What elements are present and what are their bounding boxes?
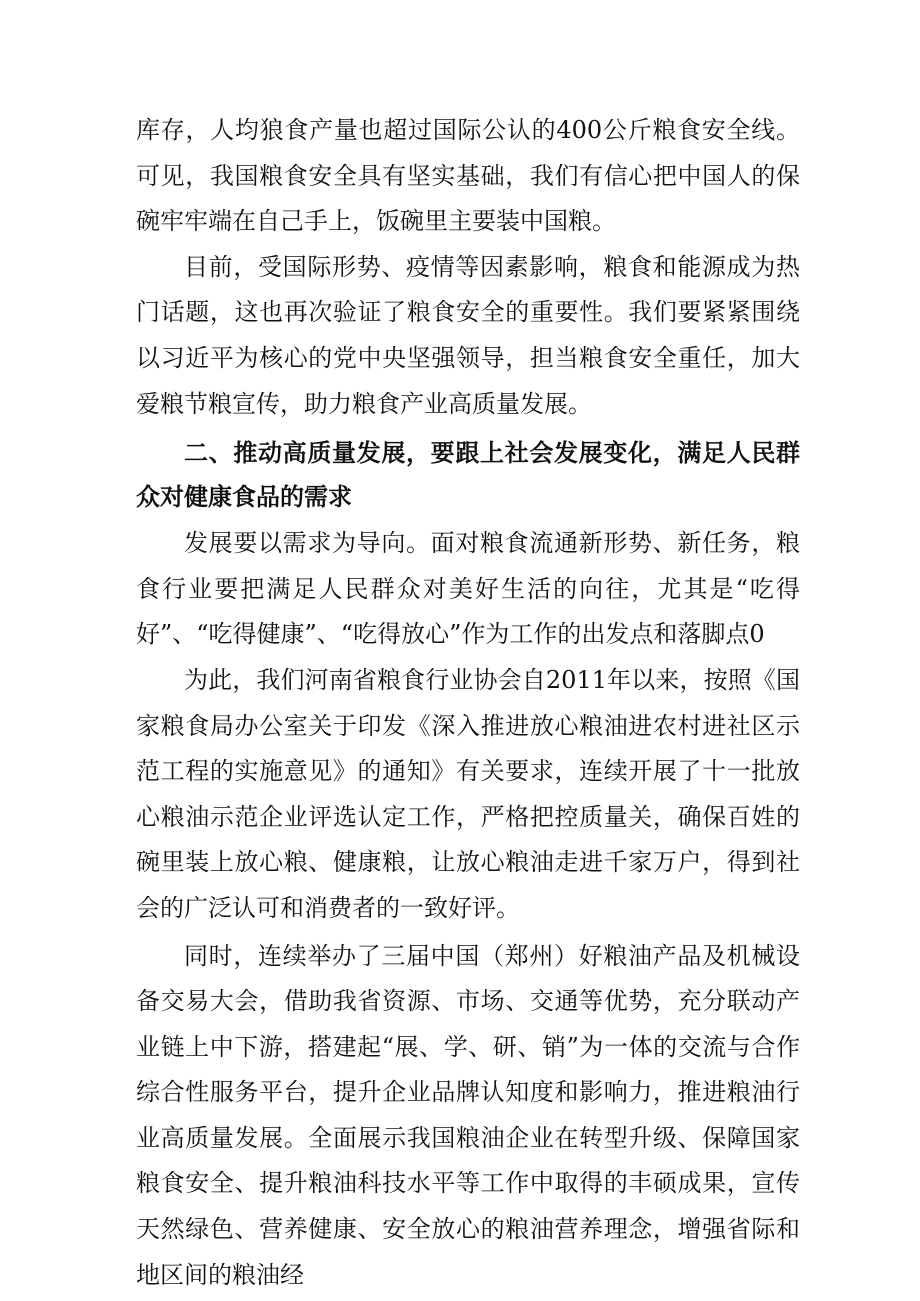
paragraph-3: 发展要以需求为导向。面对粮食流通新形势、新任务，粮食行业要把满足人民群众对美好生活的向往，尤其是“吃得好”、“吃得健康”、“吃得放心”作为工作的出发点和落脚点0 (136, 529, 800, 649)
paragraph-4: 为此，我们河南省粮食行业协会自2011年以来，按照《国家粮食局办公室关于印发《深入推进放心粮油进农村进社区示范工程的实施意见》的通知》有关要求，连续开展了十一批放心粮油示范企业评选认定工作，严格把控质量关，确保百姓的碗里装上放心粮、健康粮，让放心粮油走进千家万户，得到社会的广泛认可和消费者的一致好评。 (136, 665, 800, 922)
section-heading: 二、推动高质量发展，要跟上社会发展变化，满足人民群众对健康食品的需求 (136, 439, 800, 512)
document-page (136, 108, 800, 1298)
paragraph-2: 目前，受国际形势、疫情等因素影响，粮食和能源成为热门话题，这也再次验证了粮食安全的重要性。我们要紧紧围绕以习近平为核心的党中央坚强领导，担当粮食安全重任，加大爱粮节粮宣传，助力粮食产业高质量发展。 (136, 252, 800, 418)
paragraph-5: 同时，连续举办了三届中国（郑州）好粮油产品及机械设备交易大会，借助我省资源、市场、交通等优势，充分联动产业链上中下游，搭建起“展、学、研、销”为一体的交流与合作综合性服务平台，提升企业品牌认知度和影响力，推进粮油行业高质量发展。全面展示我国粮油企业在转型升级、保障国家粮食安全、提升粮油科技水平等工作中取得的丰硕成果，宣传天然绿色、营养健康、安全放心的粮油营养理念，增强省际和地区间的粮油经 (136, 941, 800, 1289)
paragraph-1: 库存，人均狼食产量也超过国际公认的400公斤粮食安全线。可见，我国粮食安全具有坚实基础，我们有信心把中国人的保碗牢牢端在自己手上，饭碗里主要装中国粮。 (136, 116, 800, 236)
